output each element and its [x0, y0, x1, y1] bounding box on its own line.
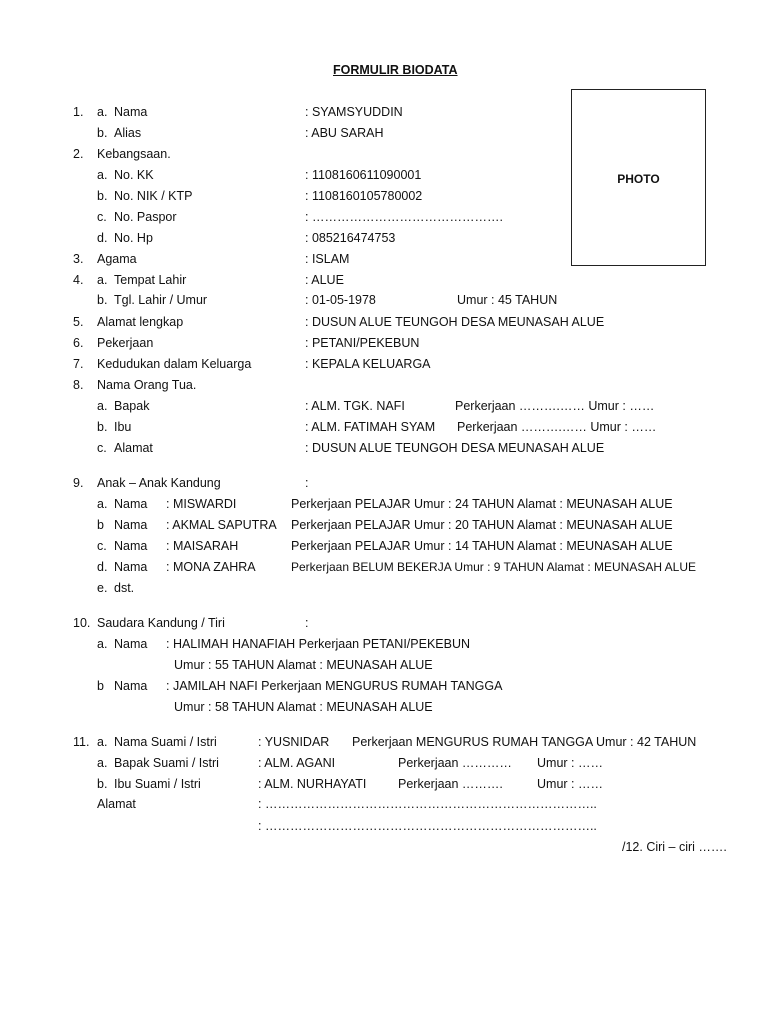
item-sub: e. — [97, 581, 108, 595]
item-sub: c. — [97, 441, 107, 455]
field-extra: Umur : …… — [537, 777, 603, 791]
field-label: Nama — [114, 560, 148, 574]
field-value: : HALIMAH HANAFIAH Perkerjaan PETANI/PEKEBUN — [166, 637, 471, 651]
field-value: : MONA ZAHRA — [166, 560, 256, 574]
field-value: : …………………………………………………………………….. — [258, 797, 597, 811]
field-label: Alamat lengkap — [97, 315, 184, 329]
field-extra: Perkerjaan PELAJAR Umur : 24 TAHUN Alamat : MEUNASAH ALUE — [291, 497, 673, 511]
field-label: Ibu Suami / Istri — [114, 777, 201, 791]
field-value: : 1108160105780002 — [305, 189, 423, 203]
item-sub: b. — [97, 126, 108, 140]
item-number: 2. — [73, 147, 84, 161]
field-extra: Perkerjaan PELAJAR Umur : 20 TAHUN Alamat : MEUNASAH ALUE — [291, 518, 673, 532]
field-value: : AKMAL SAPUTRA — [166, 518, 277, 532]
field-value: : — [305, 616, 309, 630]
field-extra: Perkerjaan ……….…… Umur : …… — [455, 399, 655, 413]
photo-box — [571, 89, 706, 266]
item-sub: a. — [97, 756, 108, 770]
field-value: : MISWARDI — [166, 497, 237, 511]
photo-label: PHOTO — [617, 172, 660, 186]
item-number: 3. — [73, 252, 84, 266]
field-extra: Perkerjaan ………… — [398, 756, 512, 770]
item-number: 7. — [73, 357, 84, 371]
field-extra: Perkerjaan MENGURUS RUMAH TANGGA Umur : 42 TAHUN — [352, 735, 697, 749]
field-label: Tempat Lahir — [114, 273, 187, 287]
item-number: 10. — [73, 616, 91, 630]
item-number: 11. — [73, 735, 90, 749]
item-number: 8. — [73, 378, 84, 392]
field-label: Nama Orang Tua. — [97, 378, 197, 392]
field-label: Pekerjaan — [97, 336, 154, 350]
field-label: No. KK — [114, 168, 154, 182]
field-value: Umur : 58 TAHUN Alamat : MEUNASAH ALUE — [174, 700, 433, 714]
field-value: : ALM. TGK. NAFI — [305, 399, 405, 413]
field-extra: Umur : 45 TAHUN — [457, 293, 558, 307]
field-label: Tgl. Lahir / Umur — [114, 293, 208, 307]
item-sub: c. — [97, 210, 107, 224]
field-value: : SYAMSYUDDIN — [305, 105, 403, 119]
item-sub: d. — [97, 560, 108, 574]
field-label: No. Paspor — [114, 210, 177, 224]
field-value: Umur : 55 TAHUN Alamat : MEUNASAH ALUE — [174, 658, 433, 672]
field-label: Nama — [114, 637, 148, 651]
item-sub: b — [97, 679, 104, 693]
field-label: Kebangsaan. — [97, 147, 171, 161]
item-sub: b — [97, 518, 104, 532]
field-label: No. Hp — [114, 231, 153, 245]
item-number: 9. — [73, 476, 84, 490]
field-extra: Perkerjaan ………. — [398, 777, 503, 791]
field-label: Kedudukan dalam Keluarga — [97, 357, 252, 371]
field-label: Nama — [114, 518, 148, 532]
field-label: Nama — [114, 105, 148, 119]
field-label: Bapak — [114, 399, 150, 413]
field-value: : ………………………………………. — [305, 210, 503, 224]
field-value: : JAMILAH NAFI Perkerjaan MENGURUS RUMAH TANGGA — [166, 679, 503, 693]
field-value: : 01-05-1978 — [305, 293, 376, 307]
field-value: : ABU SARAH — [305, 126, 384, 140]
field-value: : ALM. AGANI — [258, 756, 336, 770]
field-value: : KEPALA KELUARGA — [305, 357, 431, 371]
footer-note: /12. Ciri – ciri ……. — [622, 840, 727, 854]
field-value: : YUSNIDAR — [258, 735, 330, 749]
item-sub: a. — [97, 273, 108, 287]
item-sub: a. — [97, 105, 108, 119]
field-label: Alamat — [97, 797, 136, 811]
field-extra: Umur : …… — [537, 756, 603, 770]
field-label: Alias — [114, 126, 142, 140]
item-number: 1. — [73, 105, 84, 119]
form-title: FORMULIR BIODATA — [333, 63, 458, 77]
item-sub: b. — [97, 777, 108, 791]
item-sub: b. — [97, 420, 108, 434]
field-value: : ALM. NURHAYATI — [258, 777, 367, 791]
field-extra: Perkerjaan BELUM BEKERJA Umur : 9 TAHUN Alamat : MEUNASAH ALUE — [291, 560, 697, 574]
field-label: Nama — [114, 497, 148, 511]
field-label: dst. — [114, 581, 135, 595]
field-label: Nama — [114, 539, 148, 553]
field-label: Ibu — [114, 420, 132, 434]
item-number: 6. — [73, 336, 84, 350]
item-sub: a. — [97, 168, 108, 182]
field-value: : …………………………………………………………………….. — [258, 819, 597, 833]
item-number: 5. — [73, 315, 84, 329]
field-label: Agama — [97, 252, 137, 266]
field-value: : ISLAM — [305, 252, 350, 266]
item-sub: c. — [97, 539, 107, 553]
field-label: Anak – Anak Kandung — [97, 476, 221, 490]
field-value: : DUSUN ALUE TEUNGOH DESA MEUNASAH ALUE — [305, 315, 605, 329]
field-value: : 1108160611090001 — [305, 168, 422, 182]
field-extra: Perkerjaan PELAJAR Umur : 14 TAHUN Alamat : MEUNASAH ALUE — [291, 539, 673, 553]
field-value: : PETANI/PEKEBUN — [305, 336, 420, 350]
field-extra: Perkerjaan ……….…… Umur : …… — [457, 420, 657, 434]
field-label: No. NIK / KTP — [114, 189, 193, 203]
field-value: : DUSUN ALUE TEUNGOH DESA MEUNASAH ALUE — [305, 441, 605, 455]
field-label: Nama — [114, 679, 148, 693]
field-label: Saudara Kandung / Tiri — [97, 616, 225, 630]
field-value: : ALUE — [305, 273, 344, 287]
item-sub: a. — [97, 735, 108, 749]
item-sub: b. — [97, 293, 108, 307]
field-value: : — [305, 476, 309, 490]
item-number: 4. — [73, 273, 84, 287]
field-value: : MAISARAH — [166, 539, 239, 553]
item-sub: d. — [97, 231, 108, 245]
field-label: Bapak Suami / Istri — [114, 756, 219, 770]
field-value: : 085216474753 — [305, 231, 396, 245]
field-label: Alamat — [114, 441, 153, 455]
item-sub: b. — [97, 189, 108, 203]
field-value: : ALM. FATIMAH SYAM — [305, 420, 436, 434]
item-sub: a. — [97, 497, 108, 511]
field-label: Nama Suami / Istri — [114, 735, 217, 749]
item-sub: a. — [97, 637, 108, 651]
item-sub: a. — [97, 399, 108, 413]
